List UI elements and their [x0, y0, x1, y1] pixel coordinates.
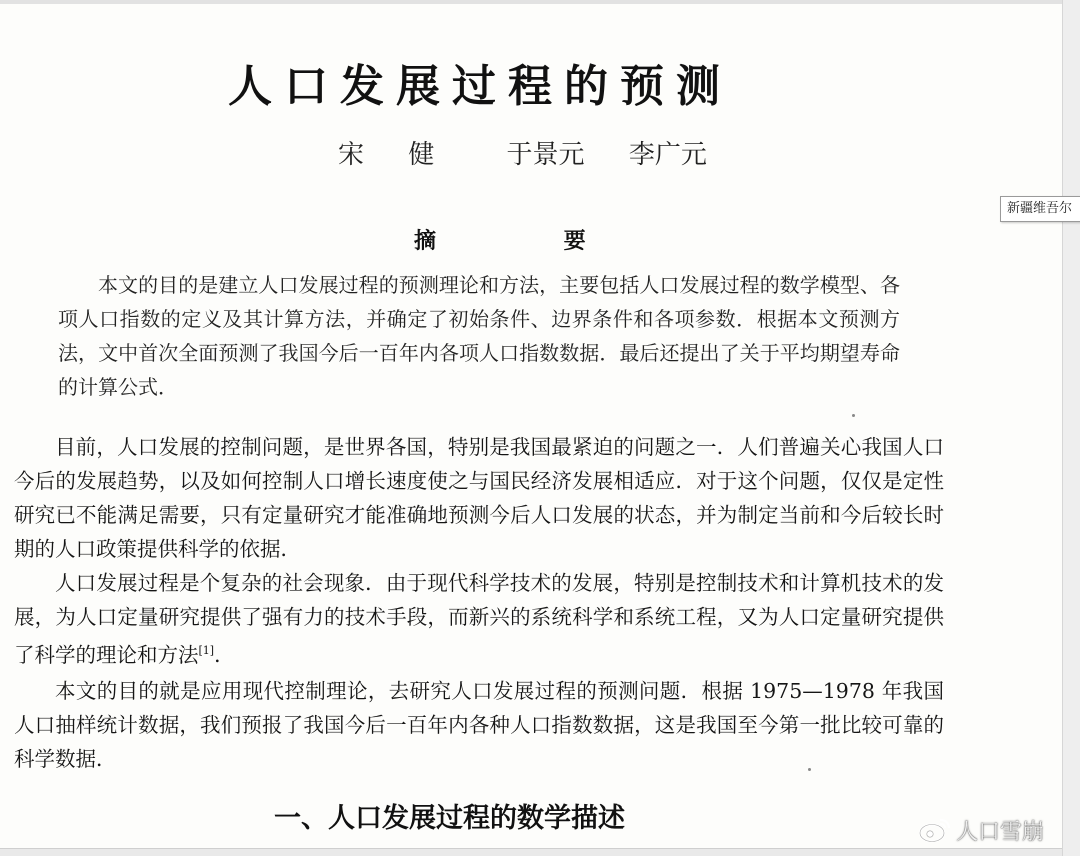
paper-title: 人口发展过程的预测	[228, 61, 732, 112]
abstract-text: 本文的目的是建立人口发展过程的预测理论和方法，主要包括人口发展过程的数学模型、各项人口指数的定义及其计算方法，并确定了初始条件、边界条件和各项参数．根据本文预测方法，文中首次全面预测了我国今后一百年内各项人口指数数据．最后还提出了关于平均期望寿命的计算公式．	[58, 273, 900, 399]
scan-speck	[808, 768, 811, 771]
top-edge	[0, 0, 1062, 4]
viewer-scroll-gutter[interactable]	[1062, 0, 1080, 856]
hover-tooltip: 新疆维吾尔	[1000, 196, 1080, 222]
paragraph-2	[14, 566, 944, 672]
paragraph-1: 目前，人口发展的控制问题，是世界各国，特别是我国最紧迫的问题之一．人们普遍关心我国人口今后的发展趋势，以及如何控制人口增长速度使之与国民经济发展相适应．对于这个问题，仅仅是定性研究已不能满足需要，只有定量研究才能准确地预测今后人口发展的状态，并为制定当前和今后较长时期的人口政策提供科学的依据．	[14, 435, 944, 561]
page-bottom-edge	[0, 848, 1062, 856]
abstract-heading: 摘 要	[414, 229, 646, 254]
author-3: 李广元	[628, 140, 707, 170]
weibo-watermark	[918, 812, 1044, 848]
citation-marker[interactable]: [1]	[198, 644, 215, 657]
paragraph-3: 本文的目的就是应用现代控制理论，去研究人口发展过程的预测问题．根据 1975—1978 年我国人口抽样统计数据，我们预报了我国今后一百年内各种人口指数数据，这是我国至今第一批比较可靠的科学数据．	[14, 679, 944, 771]
paragraph-2-text: 人口发展过程是个复杂的社会现象．由于现代科学技术的发展，特别是控制技术和计算机技术的发展，为人口定量研究提供了强有力的技术手段，而新兴的系统科学和系统工程，又为人口定量研究提供了科学的理论和方法	[14, 571, 944, 667]
author-list	[338, 134, 707, 171]
watermark-text: 人口雪崩	[956, 819, 1045, 845]
author-1: 宋 健	[338, 140, 453, 170]
paragraph-2-end: ．	[214, 642, 235, 667]
weibo-icon	[918, 816, 952, 844]
section-heading: 一、人口发展过程的数学描述	[274, 803, 625, 834]
scan-speck	[852, 414, 855, 417]
author-2: 于景元	[506, 140, 585, 170]
